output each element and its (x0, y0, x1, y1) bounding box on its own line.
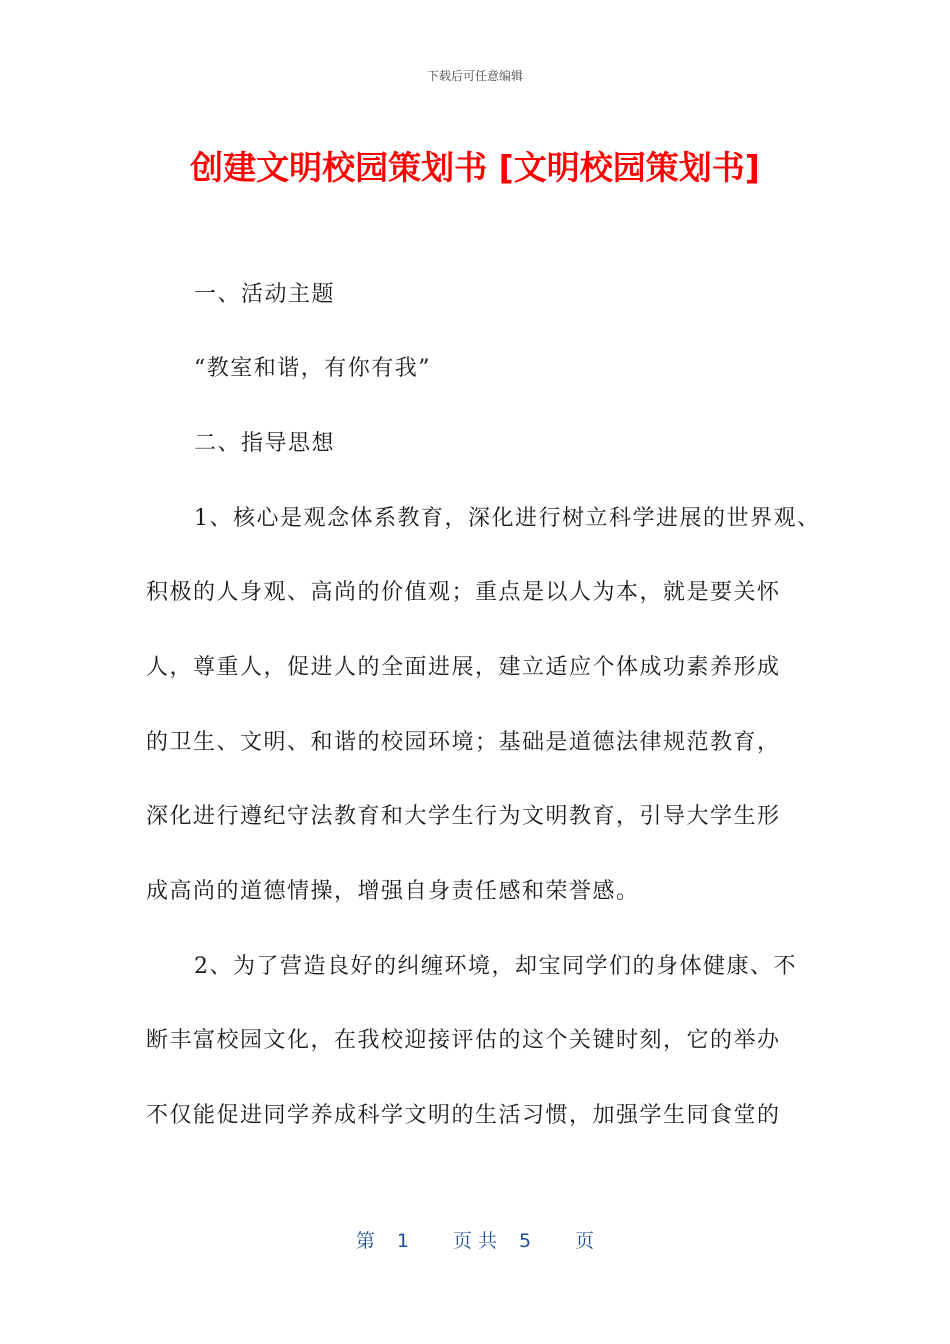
paragraph-line: 的卫生、文明、和谐的校园环境；基础是道德法律规范教育， (146, 730, 781, 755)
header-note: 下载后可任意编辑 (426, 69, 523, 83)
footer-prefix: 第 (355, 1230, 375, 1252)
page-footer (0, 1226, 950, 1253)
section-heading-theme: 一、活动主题 (194, 282, 336, 307)
paragraph-line: 断丰富校园文化，在我校迎接评估的这个关键时刻，它的举办 (146, 1028, 781, 1053)
paragraph-line: 人，尊重人，促进人的全面进展，建立适应个体成功素养形成 (146, 655, 781, 680)
document-title: 创建文明校园策划书 [文明校园策划书] (190, 148, 760, 187)
paragraph-line: 积极的人身观、高尚的价值观；重点是以人为本，就是要关怀 (146, 580, 781, 605)
paragraph-line: 1、核心是观念体系教育，深化进行树立科学进展的世界观、 (194, 506, 821, 531)
paragraph-line: 不仅能促进同学养成科学文明的生活习惯，加强学生同食堂的 (146, 1103, 781, 1128)
footer-middle: 页 共 (452, 1230, 498, 1252)
footer-total-pages: 5 (519, 1230, 532, 1252)
footer-suffix: 页 (575, 1230, 595, 1252)
section-heading-guiding-idea: 二、指导思想 (194, 431, 336, 456)
footer-page-number: 1 (396, 1230, 409, 1252)
paragraph-line: 2、为了营造良好的纠缠环境，却宝同学们的身体健康、不 (194, 954, 797, 979)
paragraph-line: 深化进行遵纪守法教育和大学生行为文明教育，引导大学生形 (146, 804, 781, 829)
paragraph-line: 成高尚的道德情操，增强自身责任感和荣誉感。 (146, 879, 640, 904)
theme-slogan: “教室和谐，有你有我” (194, 356, 431, 381)
